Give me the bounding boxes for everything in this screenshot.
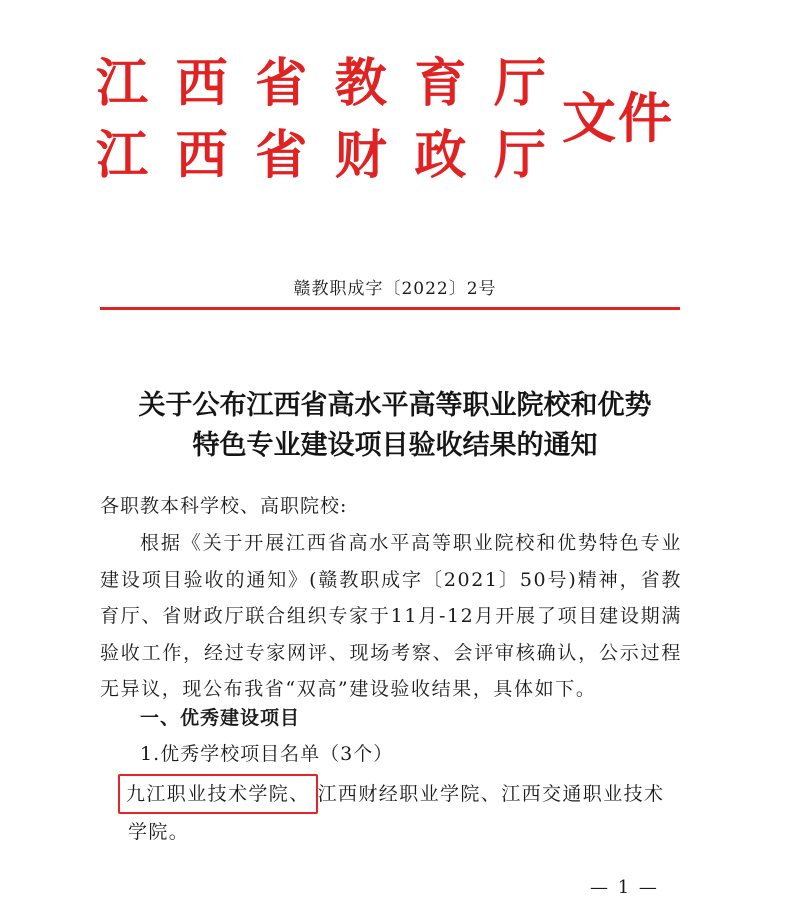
document-title-line-2: 特色专业建设项目验收结果的通知 bbox=[192, 430, 598, 461]
section-heading: 一、优秀建设项目 bbox=[140, 707, 301, 729]
sub-heading: 1.优秀学校项目名单（3个） bbox=[140, 743, 394, 765]
letterhead-suffix: 文件 bbox=[562, 87, 674, 150]
page-number: — 1 — bbox=[590, 877, 659, 898]
issuer-char: 省 bbox=[255, 126, 308, 186]
body-paragraph: 根据《关于开展江西省高水平高等职业院校和优势特色专业建设项目验收的通知》(赣教职成字〔2021〕50号)精神，省教育厅、省财政厅联合组织专家于11月-12月开展了项目建设期满验收工作，经过专家网评、现场考察、会评审核确认，公示过程无异议，现公布我省“双高”建设验收结果，具体如下。 bbox=[100, 532, 682, 700]
red-divider bbox=[100, 307, 680, 310]
highlighted-school: 九江职业技术学院、 bbox=[118, 774, 318, 814]
school-list bbox=[128, 774, 680, 850]
issuer-char: 育 bbox=[414, 54, 467, 114]
document-title-line-1: 关于公布江西省高水平高等职业院校和优势 bbox=[138, 390, 652, 421]
issuer-char: 教 bbox=[334, 54, 387, 114]
issuer-char: 财 bbox=[334, 126, 387, 186]
issuer-char: 厅 bbox=[493, 54, 546, 114]
issuer-char: 西 bbox=[175, 126, 228, 186]
issuer-line-finance bbox=[96, 126, 546, 186]
issuer-char: 西 bbox=[175, 54, 228, 114]
issuer-char: 厅 bbox=[493, 126, 546, 186]
issuer-char: 江 bbox=[96, 126, 149, 186]
issuer-char: 政 bbox=[414, 126, 467, 186]
issuer-line-education bbox=[96, 54, 546, 114]
issuer-char: 省 bbox=[255, 54, 308, 114]
document-number: 赣教职成字〔2022〕2号 bbox=[293, 279, 497, 299]
school-list-rest: 江西财经职业学院、江西交通职业技术学院。 bbox=[128, 783, 665, 843]
salutation: 各职教本科学校、高职院校: bbox=[100, 495, 348, 517]
issuer-char: 江 bbox=[96, 54, 149, 114]
